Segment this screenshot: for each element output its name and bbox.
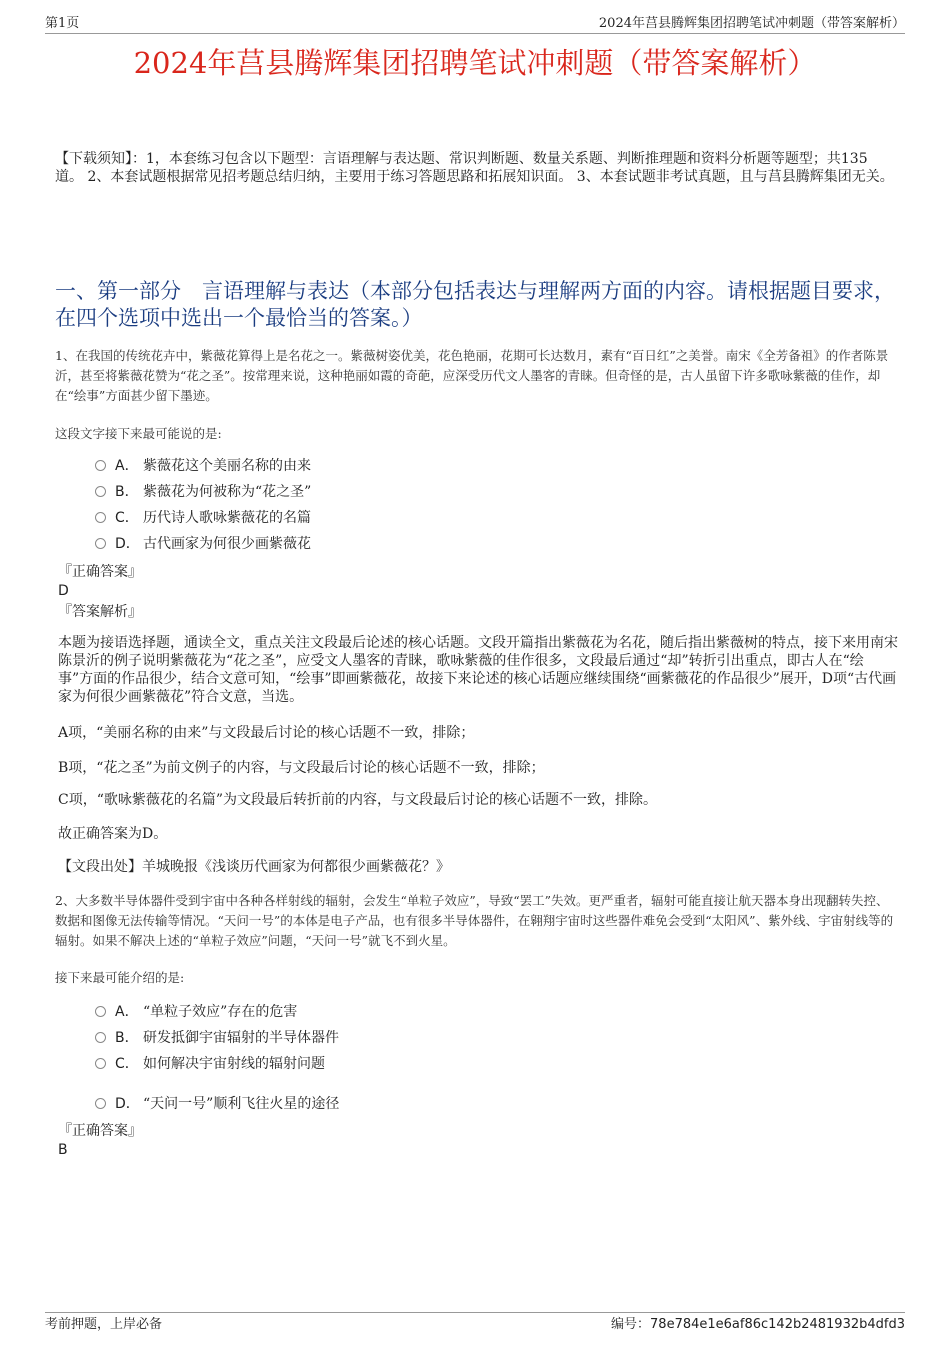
q1-answer-label: 『正确答案』 [58,564,142,580]
page-header [45,15,905,34]
radio-icon[interactable] [95,460,106,471]
page-number: 第1页 [45,16,80,31]
q1-ask: 这段文字接下来最可能说的是: [55,426,222,441]
q1-analysis-label: 『答案解析』 [58,604,142,620]
radio-icon[interactable] [95,1098,106,1109]
footer-code: 编号：78e784e1e6af86c142b2481932b4dfd3 [611,1317,905,1332]
q2-option-b[interactable]: B． 研发抵御宇宙辐射的半导体器件 [95,1028,339,1048]
section-title: 一、第一部分 言语理解与表达（本部分包括表达与理解两方面的内容。请根据题目要求，在四个选项中选出一个最恰当的答案。） [55,279,895,330]
q1-analysis-a: A项，“美丽名称的由来”与文段最后讨论的核心话题不一致，排除； [58,725,475,741]
q2-ask: 接下来最可能介绍的是: [55,970,185,985]
q2-stem: 2、大多数半导体器件受到宇宙中各种各样射线的辐射，会发生“单粒子效应”，导致“罢工”失效。更严重者，辐射可能直接让航天器本身出现翻转失控、数据和图像无法传输等情况。“天问一号”的本体是电子产品，也有很多半导体器件，在翱翔宇宙时这些器件难免会受到“太阳风”、紫外线、宇宙射线等的辐射。如果不解决上述的“单粒子效应”问题，“天问一号”就飞不到火星。 [55,893,894,948]
q1-option-a[interactable]: A． 紫薇花这个美丽名称的由来 [95,456,311,476]
radio-icon[interactable] [95,1006,106,1017]
radio-icon[interactable] [95,538,106,549]
q1-source: 【文段出处】羊城晚报《浅谈历代画家为何都很少画紫薇花？》 [58,859,450,875]
q1-analysis-b: B项，“花之圣”为前文例子的内容，与文段最后讨论的核心话题不一致，排除； [58,760,545,776]
radio-icon[interactable] [95,486,106,497]
q2-option-a[interactable]: A． “单粒子效应”存在的危害 [95,1002,297,1022]
q1-option-c[interactable]: C． 历代诗人歌咏紫薇花的名篇 [95,508,311,528]
q2-answer: B [58,1142,68,1158]
q1-option-b[interactable]: B． 紫薇花为何被称为“花之圣” [95,482,311,502]
q1-answer: D [58,583,69,599]
q2-option-d[interactable]: D． “天问一号”顺利飞往火星的途径 [95,1094,339,1114]
radio-icon[interactable] [95,512,106,523]
download-notice: 【下载须知】：1，本套练习包含以下题型：言语理解与表达题、常识判断题、数量关系题、判断推理题和资料分析题等题型；共135道。 2、本套试题根据常见招考题总结归纳，主要用于练习答题思路和拓展知识面。 3、本套试题非考试真题，且与莒县腾辉集团无关。 [55,151,894,185]
q1-option-d[interactable]: D． 古代画家为何很少画紫薇花 [95,534,311,554]
footer-slogan: 考前押题，上岸必备 [45,1317,163,1332]
radio-icon[interactable] [95,1058,106,1069]
header-doc-title: 2024年莒县腾辉集团招聘笔试冲刺题（带答案解析） [598,16,905,31]
radio-icon[interactable] [95,1032,106,1043]
page-title: 2024年莒县腾辉集团招聘笔试冲刺题（带答案解析） [133,46,817,80]
q2-answer-label: 『正确答案』 [58,1123,142,1139]
q1-analysis-main: 本题为接语选择题，通读全文，重点关注文段最后论述的核心话题。文段开篇指出紫薇花为名花，随后指出紫薇树的特点，接下来用南宋陈景沂的例子说明紫薇花为“花之圣”，应受文人墨客的青睐，歌咏紫薇的佳作很多，文段最后通过“却”转折引出重点，即古人在“绘事”方面的作品很少，结合文意可知，“绘事”即画紫薇花，故接下来论述的核心话题应继续围绕“画紫薇花的作品很少”展开，D项“古代画家为何很少画紫薇花”符合文意，当选。 [58,635,898,705]
q2-option-c[interactable]: C． 如何解决宇宙射线的辐射问题 [95,1054,325,1074]
q1-stem: 1、在我国的传统花卉中，紫薇花算得上是名花之一。紫薇树姿优美，花色艳丽，花期可长达数月，素有“百日红”之美誉。南宋《全芳备祖》的作者陈景沂，甚至将紫薇花赞为“花之圣”。按常理来说，这种艳丽如霞的奇葩，应深受历代文人墨客的青睐。但奇怪的是，古人虽留下许多歌咏紫薇的佳作，却在“绘事”方面甚少留下墨迹。 [55,348,889,403]
page-footer [45,1312,905,1333]
q1-analysis-c: C项，“歌咏紫薇花的名篇”为文段最后转折前的内容，与文段最后讨论的核心话题不一致，排除。 [58,792,658,808]
q1-analysis-conclusion: 故正确答案为D。 [58,826,168,842]
